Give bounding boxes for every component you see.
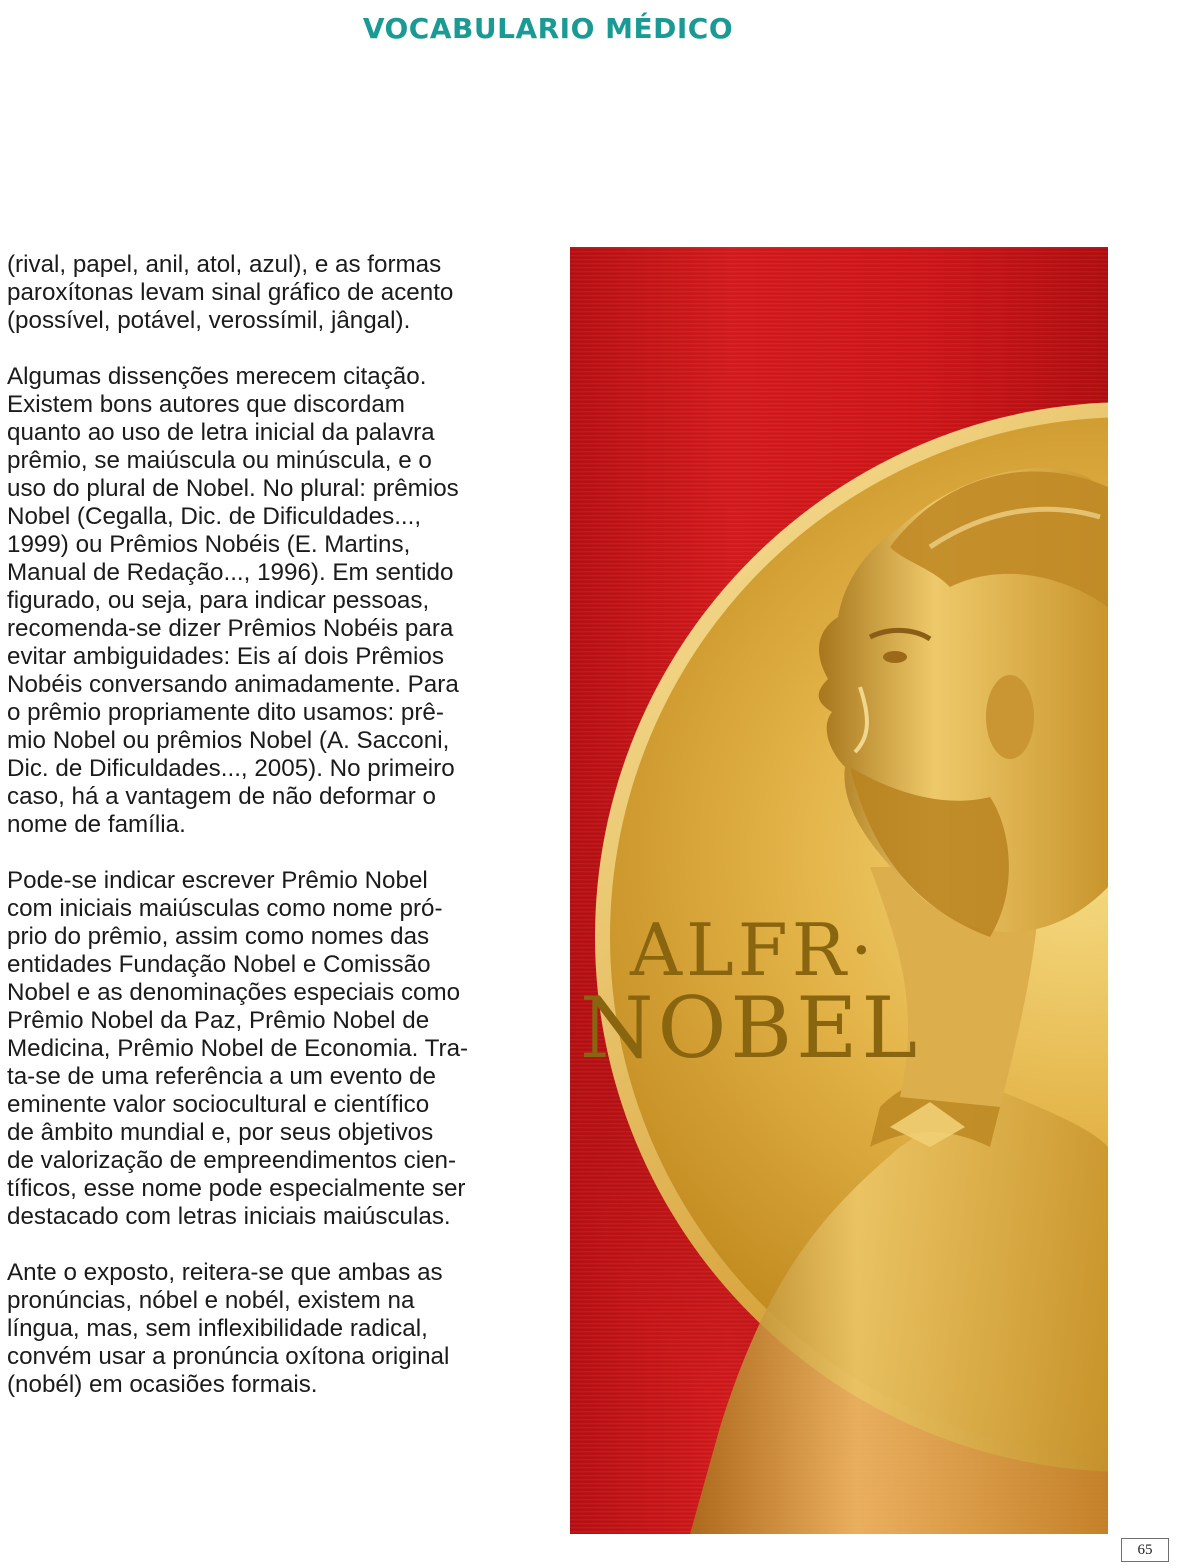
nobel-medal-photo — [570, 247, 1108, 1534]
text-line: o prêmio propriamente dito usamos: prê- — [7, 699, 444, 726]
text-line: língua, mas, sem inflexibilidade radical, — [7, 1315, 428, 1342]
text-line: de âmbito mundial e, por seus objetivos — [7, 1119, 434, 1146]
nobel-medal-illustration — [570, 247, 1108, 1534]
text-line: eminente valor sociocultural e científico — [7, 1091, 430, 1118]
text-line: evitar ambiguidades: Eis aí dois Prêmios — [7, 643, 444, 670]
text-line: (rival, papel, anil, atol, azul), e as formas — [7, 251, 442, 278]
text-line: quanto ao uso de letra inicial da palavra — [7, 419, 435, 446]
text-line: Medicina, Prêmio Nobel de Economia. Tra- — [7, 1035, 469, 1062]
text-line: prio do prêmio, assim como nomes das — [7, 923, 430, 950]
text-line: convém usar a pronúncia oxítona original — [7, 1343, 450, 1370]
text-line: Prêmio Nobel da Paz, Prêmio Nobel de — [7, 1007, 430, 1034]
body-text — [7, 251, 555, 1399]
text-line: 1999) ou Prêmios Nobéis (E. Martins, — [7, 531, 411, 558]
text-line: caso, há a vantagem de não deformar o — [7, 783, 436, 810]
text-line: paroxítonas levam sinal gráfico de acento — [7, 279, 454, 306]
text-line: tíficos, esse nome pode especialmente ser — [7, 1175, 466, 1202]
paragraph — [7, 363, 555, 839]
text-line: (nobél) em ocasiões formais. — [7, 1371, 318, 1398]
text-line: uso do plural de Nobel. No plural: prêmios — [7, 475, 459, 502]
text-line: entidades Fundação Nobel e Comissão — [7, 951, 431, 978]
text-line: Nobéis conversando animadamente. Para — [7, 671, 459, 698]
text-line: mio Nobel ou prêmios Nobel (A. Sacconi, — [7, 727, 450, 754]
page-number: 65 — [1121, 1538, 1169, 1562]
text-line: Manual de Redação..., 1996). Em sentido — [7, 559, 454, 586]
text-line: Nobel (Cegalla, Dic. de Dificuldades..., — [7, 503, 422, 530]
text-line: figurado, ou seja, para indicar pessoas, — [7, 587, 430, 614]
page-header-title: VOCABULARIO MÉDICO — [362, 12, 734, 45]
text-line: prêmio, se maiúscula ou minúscula, e o — [7, 447, 432, 474]
text-line: Pode-se indicar escrever Prêmio Nobel — [7, 867, 428, 894]
text-line: ta-se de uma referência a um evento de — [7, 1063, 436, 1090]
text-line: recomenda-se dizer Prêmios Nobéis para — [7, 615, 454, 642]
text-line: Dic. de Dificuldades..., 2005). No primeiro — [7, 755, 455, 782]
text-line: (possível, potável, verossímil, jângal). — [7, 307, 411, 334]
text-line: Ante o exposto, reitera-se que ambas as — [7, 1259, 443, 1286]
paragraph — [7, 251, 555, 335]
text-line: Algumas dissenções merecem citação. — [7, 363, 427, 390]
text-line: de valorização de empreendimentos cien- — [7, 1147, 457, 1174]
text-line: Nobel e as denominações especiais como — [7, 979, 461, 1006]
text-line: pronúncias, nóbel e nobél, existem na — [7, 1287, 415, 1314]
medal-inscription-line2: NOBEL — [580, 979, 922, 1077]
paragraph — [7, 1259, 555, 1399]
text-line: destacado com letras iniciais maiúsculas. — [7, 1203, 451, 1230]
paragraph — [7, 867, 555, 1231]
medal-inscription-line1: ALFR· — [630, 908, 877, 992]
text-line: com iniciais maiúsculas como nome pró- — [7, 895, 443, 922]
text-line: nome de família. — [7, 811, 186, 838]
text-line: Existem bons autores que discordam — [7, 391, 405, 418]
